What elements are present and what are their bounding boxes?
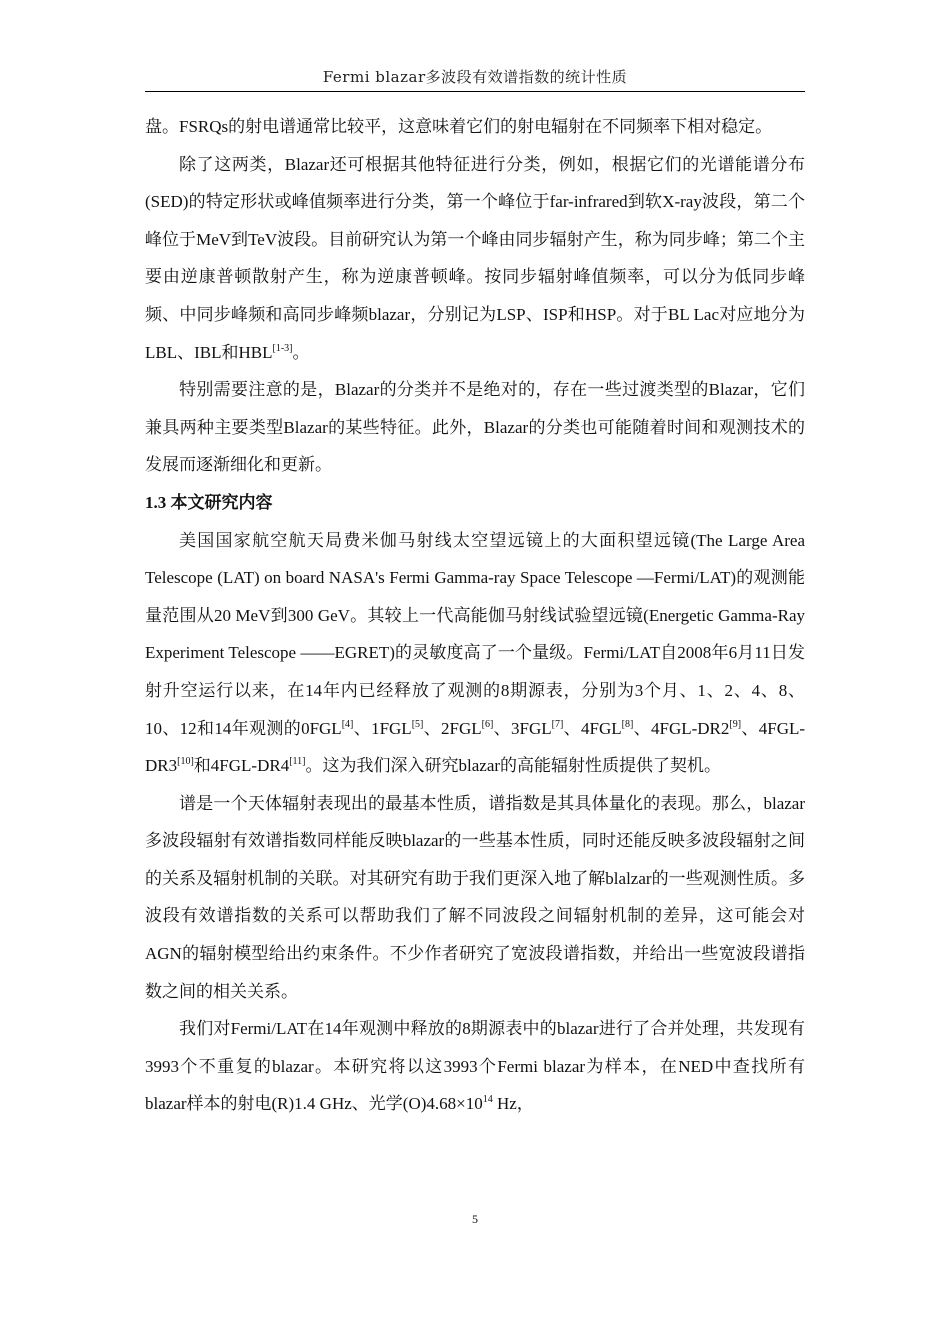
- citation-ref: [6]: [481, 718, 494, 730]
- paragraph-4-tail: 。这为我们深入研究blazar的高能辐射性质提供了契机。: [305, 756, 722, 776]
- catalog-name: 1FGL: [371, 718, 412, 738]
- paragraph-4: [145, 522, 805, 785]
- catalog-separator: 、: [423, 718, 442, 738]
- citation-ref: [11]: [289, 756, 306, 768]
- paragraph-6: [145, 1010, 805, 1123]
- catalog-separator: 、: [493, 718, 512, 738]
- paragraph-3-text: 特别需要注意的是，Blazar的分类并不是绝对的，存在一些过渡类型的Blazar，它们兼具两种主要类型Blazar的某些特征。此外，Blazar的分类也可能随着时间和观测技术的发展而逐渐细化和更新。: [145, 380, 805, 475]
- catalog-separator: 、: [353, 718, 372, 738]
- catalog-name: 2FGL: [441, 718, 482, 738]
- body-text: [145, 108, 805, 1123]
- paragraph-5: [145, 785, 805, 1011]
- running-header: Fermi blazar多波段有效谱指数的统计性质: [322, 68, 628, 86]
- paragraph-3: [145, 371, 805, 484]
- paragraph-2-text: 除了这两类，Blazar还可根据其他特征进行分类，例如，根据它们的光谱能谱分布(SED)的特定形状或峰值频率进行分类，第一个峰位于far-infrared到软X-ray波段，第二个峰位于MeV到TeV波段。目前研究认为第一个峰由同步辐射产生，称为同步峰；第二个主要由逆康普顿散射产生，称为逆康普顿峰。按同步辐射峰值频率，可以分为低同步峰频、中同步峰频和高同步峰频blazar，分别记为LSP、ISP和HSP。对于BL Lac对应地分为LBL、IBL和HBL: [145, 154, 805, 362]
- catalog-name: 4FGL-DR2: [651, 718, 730, 738]
- citation-ref: [8]: [621, 718, 634, 730]
- citation-ref: [5]: [411, 718, 424, 730]
- catalog-separator: 和: [193, 756, 211, 776]
- citation-ref: [7]: [551, 718, 564, 730]
- catalog-name: 4FGL: [581, 718, 622, 738]
- catalog-name: 0FGL: [301, 718, 342, 738]
- paragraph-2-tail: 。: [292, 342, 310, 362]
- citation-ref: [1-3]: [272, 342, 293, 354]
- catalog-separator: 、: [741, 718, 759, 738]
- paragraph-5-text: 谱是一个天体辐射表现出的最基本性质，谱指数是其具体量化的表现。那么，blazar多波段辐射有效谱指数同样能反映blazar的一些基本性质，同时还能反映多波段辐射之间的关系及辐射机制的关联。对其研究有助于我们更深入地了解blalzar的一些观测性质。多波段有效谱指数的关系可以帮助我们了解不同波段之间辐射机制的差异，这可能会对AGN的辐射模型给出约束条件。不少作者研究了宽波段谱指数，并给出一些宽波段谱指数之间的相关关系。: [145, 793, 805, 1001]
- frequency-exponent: 14: [482, 1094, 493, 1106]
- citation-ref: [10]: [177, 756, 194, 768]
- paragraph-2: [145, 146, 805, 372]
- paragraph-6-tail: Hz，: [492, 1094, 534, 1114]
- catalog-name: 3FGL: [511, 718, 552, 738]
- page-number: 5: [472, 1212, 478, 1226]
- paragraph-4-text: 美国国家航空航天局费米伽马射线太空望远镜上的大面积望远镜(The Large Area Telescope (LAT) on board NASA's Fermi Gamma-ray Space Telescope —Fermi/LAT)的观测能量范围从20 MeV到300 GeV。其较上一代高能伽马射线试验望远镜(Energetic Gamma-Ray Experiment Telescope ——EGRET)的灵敏度高了一个量级。Fermi/LAT自2008年6月11日发射升空运行以来，在14年内已经释放了观测的8期源表，分别为3个月、1、2、4、8、10、12和14年观测的: [145, 530, 805, 738]
- paragraph-1-text: 盘。FSRQs的射电谱通常比较平，这意味着它们的射电辐射在不同频率下相对稳定。: [145, 117, 773, 136]
- citation-ref: [4]: [341, 718, 354, 730]
- paragraph-6-text: 我们对Fermi/LAT在14年观测中释放的8期源表中的blazar进行了合并处理，共发现有3993个不重复的blazar。本研究将以这3993个Fermi blazar为样本，在NED中查找所有blazar样本的射电(R)1.4 GHz、光学(O)4.68×10: [145, 1019, 805, 1114]
- paragraph-1: [145, 108, 805, 146]
- catalog-separator: 、: [633, 718, 651, 738]
- catalog-separator: 、: [563, 718, 582, 738]
- section-heading: 1.3 本文研究内容: [145, 492, 273, 512]
- catalog-name: 4FGL-DR3: [145, 718, 806, 776]
- catalog-name: 4FGL-DR4: [210, 756, 290, 776]
- citation-ref: [9]: [729, 718, 742, 730]
- header-rule: [145, 91, 805, 92]
